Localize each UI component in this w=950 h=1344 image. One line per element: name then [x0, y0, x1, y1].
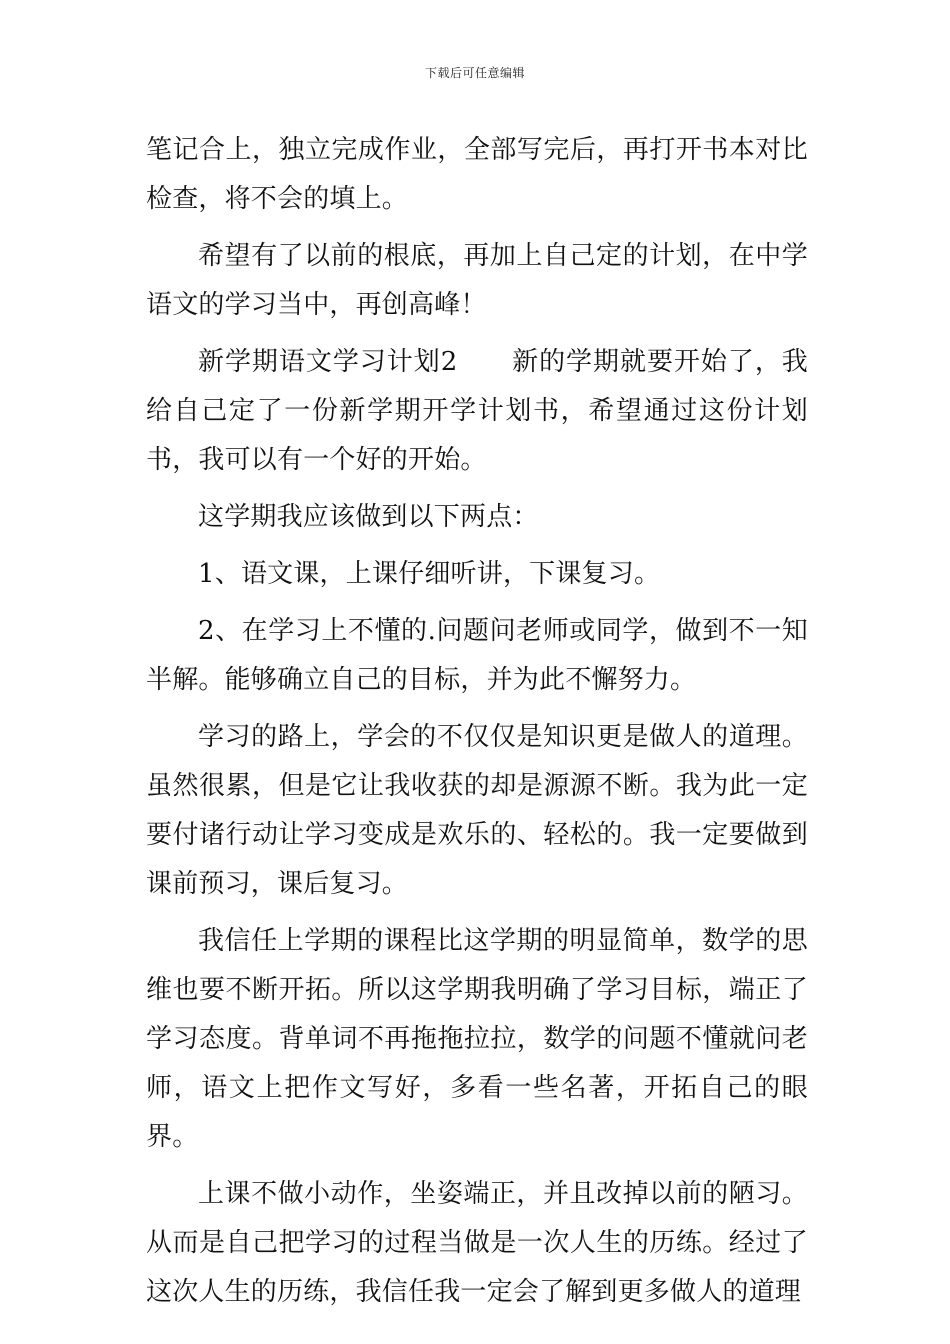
paragraph: 2、在学习上不懂的.问题问老师或同学，做到不一知半解。能够确立自己的目标，并为此不懈努力。 — [146, 616, 808, 695]
paragraph: 我信任上学期的课程比这学期的明显简单，数学的思维也要不断开拓。所以这学期我明确了学习目标，端正了学习态度。背单词不再拖拖拉拉，数学的问题不懂就问老师，语文上把作文写好，多看一些名著，开拓自己的眼界。 — [146, 926, 808, 1152]
paragraph: 学习的路上，学会的不仅仅是知识更是做人的道理。虽然很累，但是它让我收获的却是源源不断。我为此一定要付诸行动让学习变成是欢乐的、轻松的。我一定要做到课前预习，课后复习。 — [146, 722, 808, 899]
paragraph: 上课不做小动作，坐姿端正，并且改掉以前的陋习。从而是自己把学习的过程当做是一次人生的历练。经过了这次人生的历练，我信任我一定会了解到更多做人的道理 — [146, 1179, 808, 1307]
paragraph: 这学期我应该做到以下两点： — [198, 502, 539, 532]
paragraph: 希望有了以前的根底，再加上自己定的计划，在中学语文的学习当中，再创高峰！ — [146, 241, 808, 320]
page-header: 下载后可任意编辑 — [424, 66, 525, 80]
paragraph: 新学期语文学习计划2 新的学期就要开始了，我给自己定了一份新学期开学计划书，希望通过这份计划书，我可以有一个好的开始。 — [146, 347, 808, 475]
document-body — [146, 126, 808, 1325]
paragraph: 笔记合上，独立完成作业，全部写完后，再打开书本对比检查，将不会的填上。 — [146, 135, 808, 214]
paragraph: 1、语文课，上课仔细听讲，下课复习。 — [198, 559, 661, 589]
